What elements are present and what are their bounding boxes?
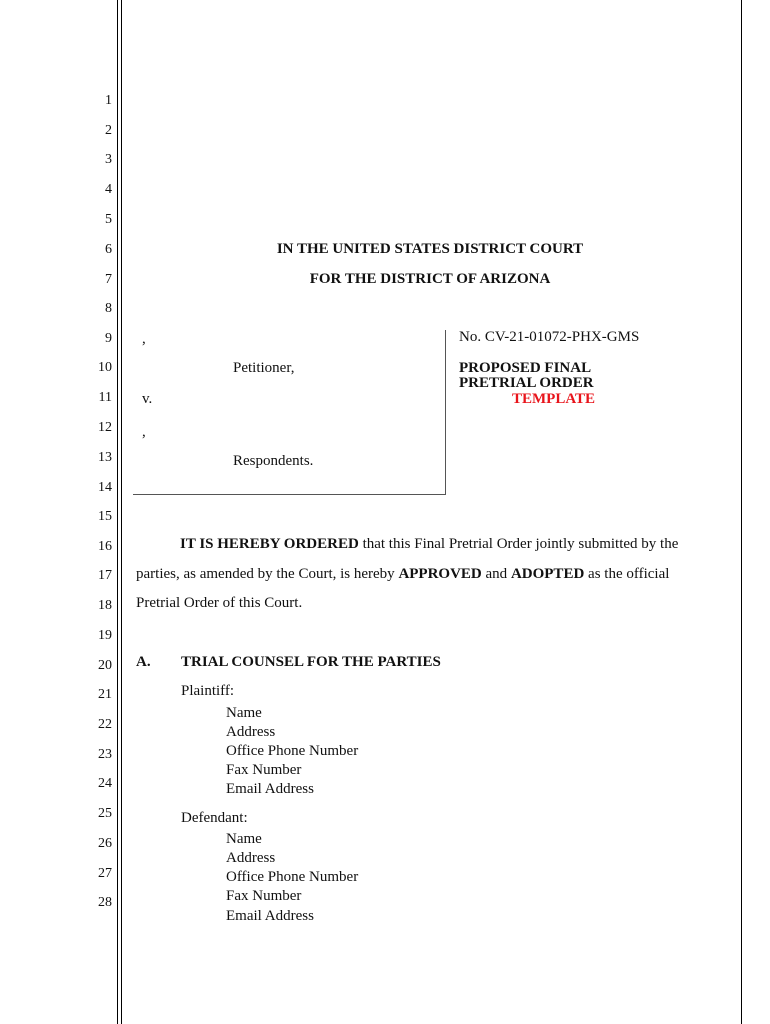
line-number: 22 [98,717,112,732]
defendant-field: Fax Number [226,888,302,904]
line-number: 16 [98,539,112,554]
line-number: 28 [98,895,112,910]
line-number: 7 [105,272,112,287]
document-title-line2: PRETRIAL ORDER [459,375,594,391]
plaintiff-field: Name [226,705,262,721]
plaintiff-field: Address [226,724,276,740]
document-title-line1: PROPOSED FINAL [459,360,592,376]
approved-text: APPROVED [398,566,482,582]
order-phrase-bold: IT IS HEREBY ORDERED [180,536,359,552]
line-number: 11 [98,390,112,405]
line-number: 25 [98,806,112,821]
template-label: TEMPLATE [512,391,596,407]
line-number: 21 [98,687,112,702]
defendant-field: Email Address [226,908,314,924]
line-number: 18 [98,598,112,613]
respondent-name: , [142,424,146,440]
court-district: FOR THE DISTRICT OF ARIZONA [309,271,551,287]
case-number: No. CV-21-01072-PHX-GMS [459,329,640,345]
petitioner-name: , [142,331,146,347]
line-number: 23 [98,747,112,762]
line-number: 9 [105,331,112,346]
adopted-text: ADOPTED [510,566,585,582]
plaintiff-field: Office Phone Number [226,743,359,759]
order-line-3: Pretrial Order of this Court. [136,595,303,611]
order-text: parties, as amended by the Court, is hereby [136,566,399,582]
defendant-field: Name [226,831,262,847]
line-number: 10 [98,360,112,375]
plaintiff-field: Email Address [226,781,314,797]
line-number: 1 [105,93,112,108]
line-number: 13 [98,450,112,465]
order-line-1 [180,535,678,553]
order-text: that this Final Pretrial Order jointly submitted by the [358,536,679,552]
line-number: 2 [105,123,112,138]
defendant-label: Defendant: [181,810,248,826]
plaintiff-label: Plaintiff: [181,683,235,699]
order-line-2 [136,565,669,583]
line-number: 26 [98,836,112,851]
right-margin-rule [741,0,742,1024]
order-text: and [481,566,511,582]
line-number: 3 [105,152,112,167]
court-title: IN THE UNITED STATES DISTRICT COURT [276,241,584,257]
line-number: 27 [98,866,112,881]
line-number: 6 [105,242,112,257]
case-caption-box [133,330,446,495]
line-number: 12 [98,420,112,435]
line-number: 14 [98,480,112,495]
section-heading: TRIAL COUNSEL FOR THE PARTIES [181,654,441,670]
order-text: as the official [584,566,670,582]
line-number: 15 [98,509,112,524]
section-letter: A. [136,654,151,670]
defendant-field: Address [226,850,276,866]
left-margin-rule-outer [117,0,118,1024]
versus: v. [142,391,153,407]
respondent-label: Respondents. [233,453,314,469]
line-number: 8 [105,301,112,316]
line-number: 4 [105,182,112,197]
line-number: 19 [98,628,112,643]
line-number: 5 [105,212,112,227]
line-number: 17 [98,568,112,583]
defendant-field: Office Phone Number [226,869,359,885]
petitioner-label: Petitioner, [233,360,295,376]
plaintiff-field: Fax Number [226,762,302,778]
line-number: 20 [98,658,112,673]
line-number: 24 [98,776,112,791]
left-margin-rule-inner [121,0,122,1024]
